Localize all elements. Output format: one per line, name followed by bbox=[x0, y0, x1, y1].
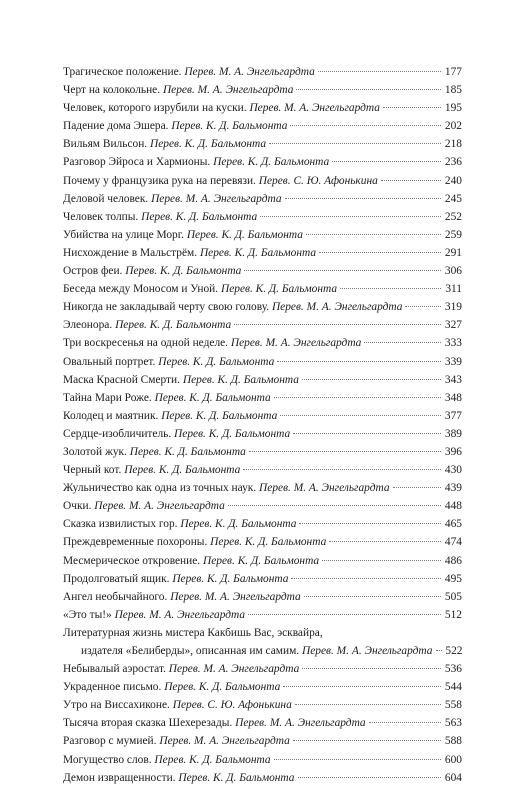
toc-page-number: 430 bbox=[444, 464, 462, 477]
toc-title: Разговор с мумией. bbox=[63, 735, 157, 748]
toc-translator: Перев. К. Д. Бальмонта bbox=[174, 427, 291, 440]
toc-translator: Перев. К. Д. Бальмонта bbox=[178, 771, 295, 784]
toc-page-number: 259 bbox=[444, 228, 462, 241]
toc-translator: Перев. К. Д. Бальмонта bbox=[199, 246, 317, 259]
toc-leader-dots bbox=[234, 324, 441, 325]
toc-leader-dots bbox=[329, 541, 441, 542]
toc-title: Вильям Вильсон. bbox=[63, 138, 148, 151]
toc-entry bbox=[63, 153, 462, 171]
toc-leader-dots bbox=[280, 415, 441, 416]
toc-translator: Перев. К. Д. Бальмонта bbox=[210, 536, 327, 549]
toc-entry bbox=[63, 588, 462, 606]
toc-entry bbox=[63, 443, 462, 461]
toc-leader-dots bbox=[260, 216, 441, 217]
toc-page-number: 522 bbox=[445, 645, 463, 657]
toc-page-number: 306 bbox=[444, 265, 462, 278]
toc-page-number: 558 bbox=[444, 699, 462, 712]
toc-leader-dots bbox=[298, 777, 442, 778]
toc-title: Очки. bbox=[63, 500, 92, 513]
toc-translator: Перев. К. Д. Бальмонта bbox=[154, 753, 271, 766]
toc-translator: Перев. К. Д. Бальмонта bbox=[129, 445, 246, 458]
toc-entry bbox=[63, 262, 462, 280]
toc-title: «Это ты!» bbox=[63, 608, 112, 621]
toc-translator: Перев. М. А. Энгельгардта bbox=[151, 192, 282, 205]
toc-entry bbox=[63, 624, 462, 642]
toc-translator: Перев. К. Д. Бальмонта bbox=[154, 391, 271, 404]
toc-translator: Перев. М. А. Энгельгардта bbox=[235, 717, 366, 730]
toc-page-number: 474 bbox=[444, 536, 462, 549]
toc-translator: Перев. К. Д. Бальмонта bbox=[115, 319, 232, 332]
toc-entry bbox=[63, 81, 462, 99]
toc-entry bbox=[63, 678, 462, 696]
toc-entry bbox=[63, 714, 462, 732]
toc-leader-dots bbox=[302, 668, 441, 669]
toc-title: Почему у французика рука на перевязи. bbox=[63, 174, 256, 187]
toc-leader-dots bbox=[340, 288, 441, 289]
toc-leader-dots bbox=[304, 596, 441, 597]
toc-leader-dots bbox=[332, 161, 441, 162]
toc-entry bbox=[63, 208, 462, 226]
toc-page-number: 486 bbox=[444, 554, 462, 567]
toc-entry bbox=[63, 389, 462, 407]
toc-title: Украденное письмо. bbox=[63, 681, 162, 694]
toc-title: Человек, которого изрубили на куски. bbox=[63, 102, 247, 115]
toc-entry bbox=[63, 751, 462, 769]
toc-title: Литературная жизнь мистера Какбишь Вас, эсквайра, bbox=[63, 626, 323, 639]
toc-title: Ангел необычайного. bbox=[63, 590, 168, 603]
toc-leader-dots bbox=[293, 433, 441, 434]
toc-title: Преждевременные похороны. bbox=[63, 536, 208, 549]
toc-title: Небывалый аэростат. bbox=[63, 663, 166, 676]
toc-entry bbox=[63, 316, 462, 334]
toc-translator: Перев. К. Д. Бальмонта bbox=[213, 156, 330, 169]
toc-entry bbox=[63, 117, 462, 135]
toc-page-number: 389 bbox=[444, 427, 462, 440]
toc-title: Могущество слов. bbox=[63, 753, 152, 766]
toc-leader-dots bbox=[283, 686, 441, 687]
toc-entry-continuation bbox=[63, 642, 462, 660]
toc-translator: Перев. К. Д. Бальмонта bbox=[171, 120, 288, 133]
toc-translator: Перев. К. Д. Бальмонта bbox=[220, 283, 338, 296]
toc-page-number: 343 bbox=[444, 373, 462, 386]
toc-title: Демон извращенности. bbox=[63, 771, 176, 784]
toc-entry bbox=[63, 334, 462, 352]
toc-entry bbox=[63, 298, 462, 316]
toc-title: Золотой жук. bbox=[63, 445, 127, 458]
toc-entry bbox=[63, 479, 462, 497]
toc-title: Остров феи. bbox=[63, 265, 123, 278]
toc-entry bbox=[63, 407, 462, 425]
toc-title: Сказка извилистых гор. bbox=[63, 518, 178, 531]
toc-page-number: 333 bbox=[444, 337, 462, 350]
toc-leader-dots bbox=[296, 89, 441, 90]
toc-page-number: 236 bbox=[444, 156, 462, 169]
toc-page-number: 505 bbox=[444, 590, 462, 603]
toc-leader-dots bbox=[244, 270, 441, 271]
toc-translator: Перев. М. А. Энгельгардта bbox=[170, 590, 301, 603]
toc-leader-dots bbox=[228, 505, 441, 506]
toc-page-number: 544 bbox=[444, 681, 462, 694]
toc-translator: Перев. М. А. Энгельгардта bbox=[114, 608, 246, 621]
toc-title: Трагическое положение. bbox=[63, 66, 182, 78]
toc-entry bbox=[63, 172, 462, 190]
toc-page-number: 327 bbox=[444, 319, 462, 332]
toc-leader-dots bbox=[436, 650, 442, 651]
toc-translator: Перев. К. Д. Бальмонта bbox=[180, 518, 297, 531]
toc-entry bbox=[63, 226, 462, 244]
toc-leader-dots bbox=[322, 560, 441, 561]
toc-leader-dots bbox=[243, 469, 441, 470]
toc-entry bbox=[63, 425, 462, 443]
toc-entry bbox=[63, 570, 462, 588]
toc-translator: Перев. С. Ю. Афонькина bbox=[258, 174, 378, 187]
toc-page-number: 377 bbox=[444, 409, 462, 422]
toc-page-number: 448 bbox=[444, 500, 462, 513]
toc-page-number: 465 bbox=[444, 518, 462, 531]
toc-page-number: 291 bbox=[444, 246, 462, 259]
toc-page-number: 245 bbox=[444, 192, 462, 205]
toc-translator: Перев. С. Ю. Афонькина bbox=[172, 699, 292, 712]
toc-title: Падение дома Эшера. bbox=[63, 120, 169, 133]
toc-entry bbox=[63, 497, 462, 515]
toc-page-number: 240 bbox=[444, 174, 462, 187]
toc-title: Три воскресенья на одной неделе. bbox=[63, 337, 229, 350]
toc-leader-dots bbox=[274, 759, 441, 760]
toc-page-number: 495 bbox=[444, 572, 462, 585]
toc-translator: Перев. М. А. Энгельгардта bbox=[159, 735, 290, 748]
toc-title: Колодец и маятник. bbox=[63, 409, 159, 422]
toc-entry bbox=[63, 99, 462, 117]
toc-title: Продолговатый ящик. bbox=[63, 572, 170, 585]
toc-translator: Перев. К. Д. Бальмонта bbox=[203, 554, 320, 567]
toc-leader-dots bbox=[293, 740, 441, 741]
toc-leader-dots bbox=[381, 180, 441, 181]
toc-title: Жульничество как одна из точных наук. bbox=[63, 482, 257, 495]
toc-title: Нисхождение в Мальстрём. bbox=[63, 246, 198, 259]
toc-translator: Перев. К. Д. Бальмонта bbox=[141, 210, 258, 223]
toc-entry bbox=[63, 280, 462, 298]
toc-translator: Перев. К. Д. Бальмонта bbox=[125, 265, 242, 278]
toc-leader-dots bbox=[369, 722, 441, 723]
toc-leader-dots bbox=[302, 379, 441, 380]
toc-translator: Перев. К. Д. Бальмонта bbox=[161, 409, 278, 422]
toc-entry bbox=[63, 63, 462, 81]
toc-leader-dots bbox=[393, 487, 441, 488]
toc-leader-dots bbox=[405, 306, 441, 307]
toc-title: Беседа между Моносом и Уной. bbox=[63, 283, 219, 296]
toc-page-number: 339 bbox=[444, 355, 462, 368]
toc-entry bbox=[63, 769, 462, 787]
toc-title: Тайна Мари Роже. bbox=[63, 391, 152, 404]
toc-leader-dots bbox=[295, 704, 441, 705]
toc-leader-dots bbox=[299, 523, 441, 524]
toc-entry bbox=[63, 244, 462, 262]
toc-translator: Перев. М. А. Энгельгардта bbox=[230, 337, 362, 350]
toc-entry bbox=[63, 461, 462, 479]
toc-title: Маска Красной Смерти. bbox=[63, 373, 180, 386]
toc-translator: Перев. М. А. Энгельгардта bbox=[184, 66, 315, 78]
toc-leader-dots bbox=[319, 252, 441, 253]
toc-title: Элеонора. bbox=[63, 319, 113, 332]
toc-page-number: 604 bbox=[444, 771, 462, 784]
toc-page-number: 600 bbox=[444, 753, 462, 766]
toc-leader-dots bbox=[318, 71, 441, 72]
toc-translator: Перев. К. Д. Бальмонта bbox=[172, 572, 289, 585]
toc-leader-dots bbox=[285, 198, 441, 199]
toc-entry bbox=[63, 353, 462, 371]
toc-entry bbox=[63, 660, 462, 678]
toc-leader-dots bbox=[248, 614, 441, 615]
toc-page-number: 185 bbox=[444, 84, 462, 97]
toc-title: Черт на колокольне. bbox=[63, 84, 161, 97]
toc-page-number: 195 bbox=[444, 102, 462, 115]
toc-list bbox=[63, 63, 462, 787]
toc-page-number: 252 bbox=[444, 210, 462, 223]
toc-translator: Перев. М. А. Энгельгардта bbox=[94, 500, 225, 513]
toc-page-number: 177 bbox=[444, 66, 462, 78]
toc-leader-dots bbox=[269, 143, 441, 144]
toc-entry bbox=[63, 371, 462, 389]
toc-entry bbox=[63, 696, 462, 714]
toc-title: Месмерическое откровение. bbox=[63, 554, 201, 567]
toc-leader-dots bbox=[274, 397, 441, 398]
toc-page-number: 512 bbox=[444, 608, 462, 621]
toc-translator: Перев. К. Д. Бальмонта bbox=[150, 138, 267, 151]
toc-translator: Перев. К. Д. Бальмонта bbox=[182, 373, 299, 386]
toc-translator: Перев. М. А. Энгельгардта bbox=[271, 301, 403, 314]
toc-translator: Перев. К. Д. Бальмонта bbox=[164, 681, 281, 694]
toc-leader-dots bbox=[306, 234, 441, 235]
toc-title: Сердце-изобличитель. bbox=[63, 427, 172, 440]
toc-translator: Перев. М. А. Энгельгардта bbox=[162, 84, 294, 97]
toc-page-number: 202 bbox=[444, 120, 462, 133]
toc-leader-dots bbox=[277, 361, 441, 362]
toc-entry bbox=[63, 732, 462, 750]
toc-page-number: 319 bbox=[444, 301, 462, 314]
toc-leader-dots bbox=[291, 578, 441, 579]
toc-page-number: 218 bbox=[444, 138, 462, 151]
toc-translator: Перев. К. Д. Бальмонта bbox=[186, 228, 303, 241]
toc-title: Тысяча вторая сказка Шехерезады. bbox=[63, 717, 233, 730]
toc-entry bbox=[63, 606, 462, 624]
toc-title: Никогда не закладывай черту свою голову. bbox=[63, 301, 270, 314]
toc-leader-dots bbox=[364, 342, 441, 343]
toc-translator: Перев. К. Д. Бальмонта bbox=[158, 355, 275, 368]
toc-leader-dots bbox=[249, 451, 441, 452]
toc-title: Овальный портрет. bbox=[63, 355, 156, 368]
toc-translator: Перев. М. А. Энгельгардта bbox=[168, 663, 300, 676]
toc-title: Утро на Виссахиконе. bbox=[63, 699, 170, 712]
toc-entry bbox=[63, 515, 462, 533]
toc-translator: Перев. М. А. Энгельгардта bbox=[302, 645, 433, 657]
toc-page-number: 439 bbox=[444, 482, 462, 495]
toc-page-number: 348 bbox=[444, 391, 462, 404]
toc-page-number: 396 bbox=[444, 445, 462, 458]
toc-entry bbox=[63, 533, 462, 551]
toc-entry bbox=[63, 190, 462, 208]
toc-page-number: 536 bbox=[444, 663, 462, 676]
toc-translator: Перев. К. Д. Бальмонта bbox=[124, 464, 241, 477]
table-of-contents bbox=[63, 63, 462, 787]
toc-entry bbox=[63, 552, 462, 570]
toc-page-number: 588 bbox=[444, 735, 462, 748]
toc-title: Разговор Эйроса и Хармионы. bbox=[63, 156, 211, 169]
toc-leader-dots bbox=[383, 107, 441, 108]
toc-title: Человек толпы. bbox=[63, 210, 139, 223]
toc-leader-dots bbox=[290, 125, 441, 126]
toc-entry bbox=[63, 135, 462, 153]
toc-title: Черный кот. bbox=[63, 464, 122, 477]
toc-page-number: 311 bbox=[445, 283, 462, 296]
toc-page-number: 563 bbox=[444, 717, 462, 730]
toc-translator: Перев. М. А. Энгельгардта bbox=[249, 102, 380, 115]
toc-title: Убийства на улице Морг. bbox=[63, 228, 184, 241]
toc-title-continuation: издателя «Белиберды», описанная им самим. bbox=[81, 645, 300, 657]
toc-translator: Перев. М. А. Энгельгардта bbox=[259, 482, 390, 495]
toc-title: Деловой человек. bbox=[63, 192, 149, 205]
